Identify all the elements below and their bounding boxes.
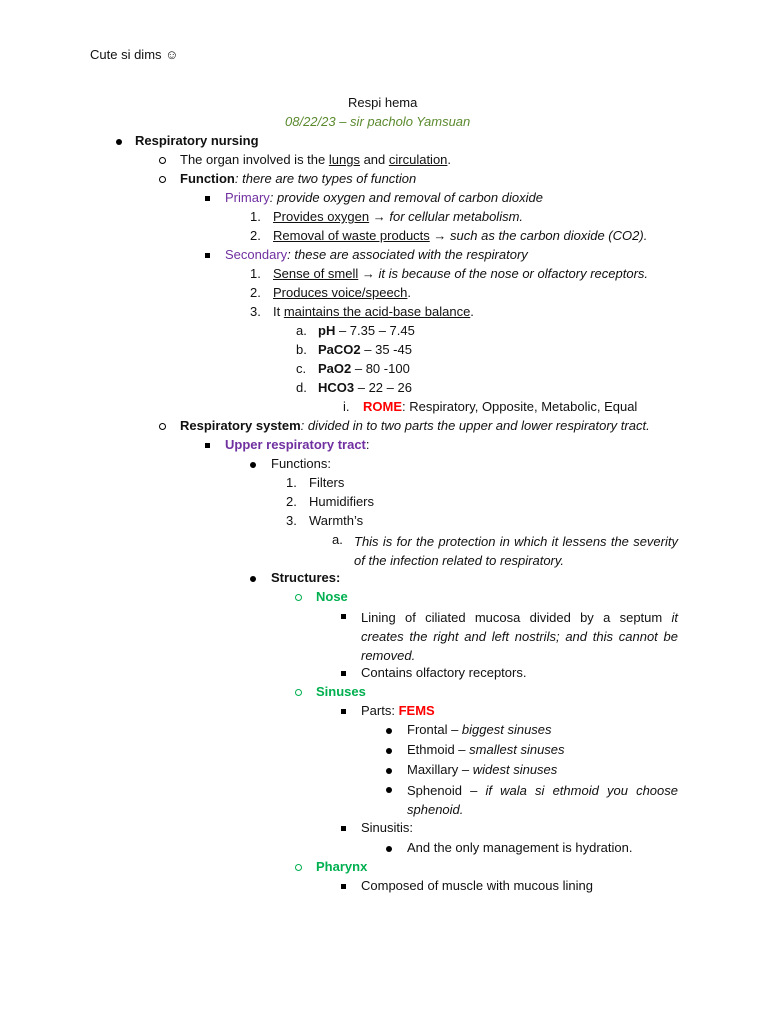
arrow-icon: → [433,228,447,243]
bullet-icon [341,614,346,619]
list-letter: b. [296,342,307,357]
bullet-icon [341,709,346,714]
primary-line: Primary: provide oxygen and removal of carbon dioxide [225,190,543,205]
list-number: 3. [286,513,297,528]
bullet-icon [205,253,210,258]
sinusitis-note: And the only management is hydration. [407,840,633,855]
list-letter: c. [296,361,307,376]
nose-heading: Nose [316,589,348,604]
sinuses-parts: Parts: FEMS [361,703,435,718]
bullet-icon [341,884,346,889]
organ-line: The organ involved is the lungs and circulation. [180,152,452,167]
page-subtitle: 08/22/23 – sir pacholo Yamsuan [285,114,471,129]
abg-item: PaO2 – 80 -100 [318,361,410,376]
section-title: Respiratory nursing [135,133,259,148]
arrow-icon: → [361,266,375,281]
bullet-icon [295,594,302,601]
primary-item: Provides oxygen → for cellular metabolism. [273,209,524,224]
list-letter: d. [296,380,307,395]
list-number: 1. [286,475,297,490]
lungs-term: lungs [328,152,360,167]
abg-item: pH – 7.35 – 7.45 [318,323,415,338]
secondary-item: It maintains the acid-base balance. [273,304,474,319]
list-number: 3. [250,304,261,319]
bullet-icon [386,787,392,793]
bullet-icon [159,423,166,430]
sinuses-heading: Sinuses [316,684,366,699]
bullet-icon [250,462,256,468]
sinus-item: Sphenoid – if wala si ethmoid you choose sphenoid. [407,783,678,817]
bullet-icon [205,443,210,448]
bullet-icon [250,576,256,582]
functions-label: Functions: [271,456,331,471]
bullet-icon [386,748,392,754]
bullet-icon [159,157,166,164]
primary-item: Removal of waste products → such as the carbon dioxide (CO2). [273,228,648,243]
function-item: Warmth’s [309,513,364,528]
bullet-icon [386,768,392,774]
sinus-item: Frontal – biggest sinuses [407,722,552,737]
bullet-icon [341,826,346,831]
upper-tract-line: Upper respiratory tract: [225,437,370,452]
list-number: 2. [250,285,261,300]
list-letter: a. [332,532,343,547]
arrow-icon: → [372,209,386,224]
nose-lining: Lining of ciliated mucosa divided by a septum it creates the right and left nostrils; and this cannot be removed. [361,610,678,663]
pharynx-item: Composed of muscle with mucous lining [361,878,593,893]
resp-system-line: Respiratory system: divided in to two parts the upper and lower respiratory tract. [180,418,650,433]
list-number: 1. [250,266,261,281]
bullet-icon [341,671,346,676]
bullet-icon [386,846,392,852]
page-title: Respi hema [348,95,418,110]
warmth-note: This is for the protection in which it lessens the severity of the infection related to respiratory. [354,534,678,568]
function-item: Humidifiers [309,494,375,509]
bullet-icon [159,176,166,183]
header-note: Cute si dims ☺ [90,47,179,62]
secondary-item: Sense of smell → it is because of the nose or olfactory receptors. [273,266,649,281]
list-number: 1. [250,209,261,224]
list-letter: a. [296,323,307,338]
secondary-line: Secondary: these are associated with the respiratory [225,247,528,262]
bullet-icon [116,139,122,145]
abg-item: PaCO2 – 35 -45 [318,342,412,357]
list-number: 2. [286,494,297,509]
list-roman: i. [343,399,350,414]
circulation-term: circulation [388,152,448,167]
rome-line: ROME: Respiratory, Opposite, Metabolic, Equal [363,399,638,414]
list-number: 2. [250,228,261,243]
function-item: Filters [309,475,345,490]
function-line: Function: there are two types of function [180,171,417,186]
sinus-item: Maxillary – widest sinuses [407,762,558,777]
sinus-item: Ethmoid – smallest sinuses [407,742,565,757]
sinusitis-label: Sinusitis: [361,820,414,835]
bullet-icon [295,689,302,696]
pharynx-heading: Pharynx [316,859,368,874]
structures-label: Structures: [271,570,341,585]
secondary-item: Produces voice/speech. [273,285,412,300]
bullet-icon [386,728,392,734]
bullet-icon [205,196,210,201]
abg-item: HCO3 – 22 – 26 [318,380,412,395]
nose-olfactory: Contains olfactory receptors. [361,665,527,680]
bullet-icon [295,864,302,871]
